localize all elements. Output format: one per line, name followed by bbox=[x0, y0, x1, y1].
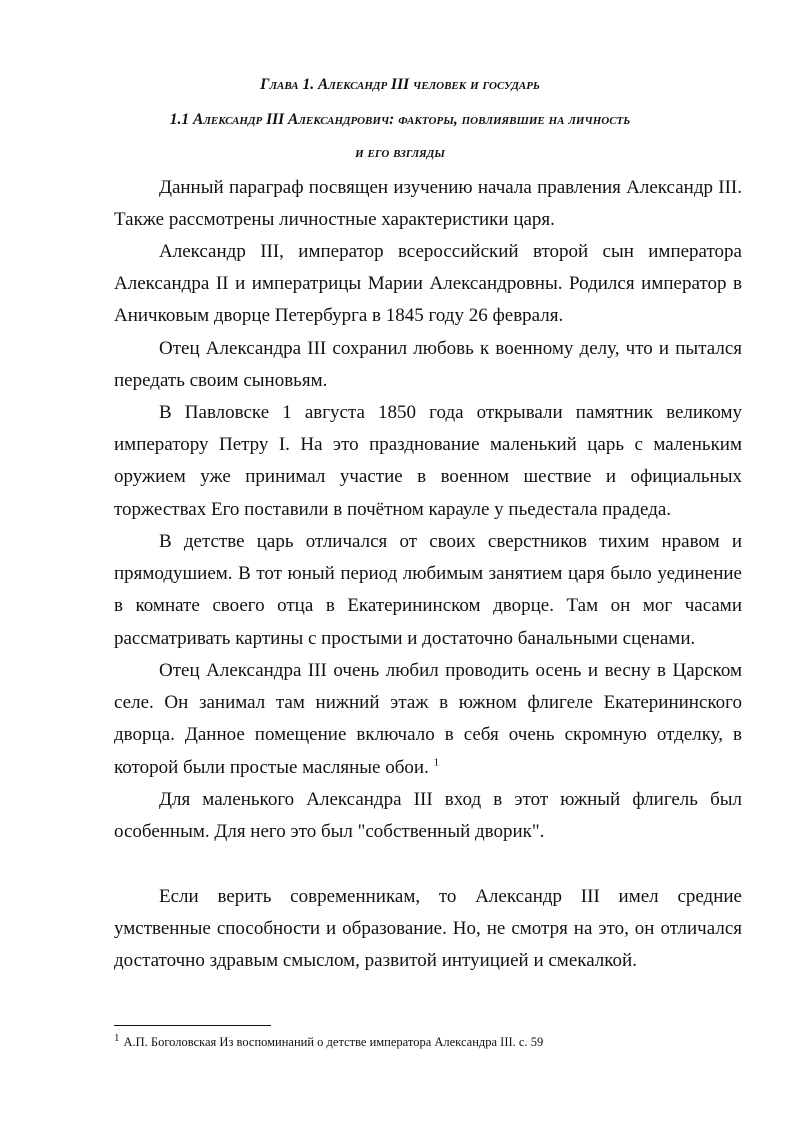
paragraph: Данный параграф посвящен изучению начала правления Александр III. Также рассмотрены личностные характеристики царя. bbox=[114, 177, 742, 231]
footnote bbox=[114, 1033, 754, 1051]
footnote-text: А.П. Боголовская Из воспоминаний о детстве императора Александра III. с. 59 bbox=[123, 1035, 544, 1049]
paragraph-text: Отец Александра III очень любил проводить осень и весну в Царском селе. Он занимал там нижний этаж в южном флигеле Екатерининского дворца. Данное помещение включало в себя очень скромную отделку, в которой были простые масляные обои. bbox=[114, 660, 742, 778]
footnote-mark: 1 bbox=[114, 1031, 120, 1044]
paragraph: Для маленького Александра III вход в этот южный флигель был особенным. Для него это был "собственный дворик". bbox=[114, 789, 742, 843]
chapter-heading: Глава 1. Александр III человек и государь bbox=[260, 76, 540, 93]
section-heading-line-1: 1.1 Александр III Александрович: факторы, повлиявшие на личность bbox=[169, 111, 631, 128]
paragraph: Александр III, император всероссийский второй сын императора Александра II и императрицы Марии Александровны. Родился император в Аничковым дворце Петербурга в 1845 году 26 февраля. bbox=[114, 241, 742, 327]
paragraph: В детстве царь отличался от своих сверстников тихим нравом и прямодушием. В тот юный период любимым занятием царя было уединение в комнате своего отца в Екатерининском дворце. Там он мог часами рассматривать картины с простыми и достаточно банальными сценами. bbox=[114, 531, 742, 649]
footnote-reference[interactable]: 1 bbox=[433, 756, 440, 769]
paragraph: Если верить современникам, то Александр III имел средние умственные способности и образование. Но, не смотря на это, он отличался достаточно здравым смыслом, развитой интуицией и смекалкой. bbox=[114, 886, 742, 972]
paragraph-with-footnote-ref bbox=[114, 655, 742, 784]
paragraph: Отец Александра III сохранил любовь к военному делу, что и пытался передать своим сыновьям. bbox=[114, 338, 742, 392]
paragraph: В Павловске 1 августа 1850 года открывали памятник великому императору Петру I. На это празднование маленький царь с маленьким оружием уже принимал участие в военном шествие и официальных торжествах Его поставили в почётном карауле у пьедестала прадеда. bbox=[114, 402, 742, 520]
footnote-separator bbox=[114, 1025, 271, 1026]
section-heading-line-2: и его взгляды bbox=[355, 144, 445, 161]
